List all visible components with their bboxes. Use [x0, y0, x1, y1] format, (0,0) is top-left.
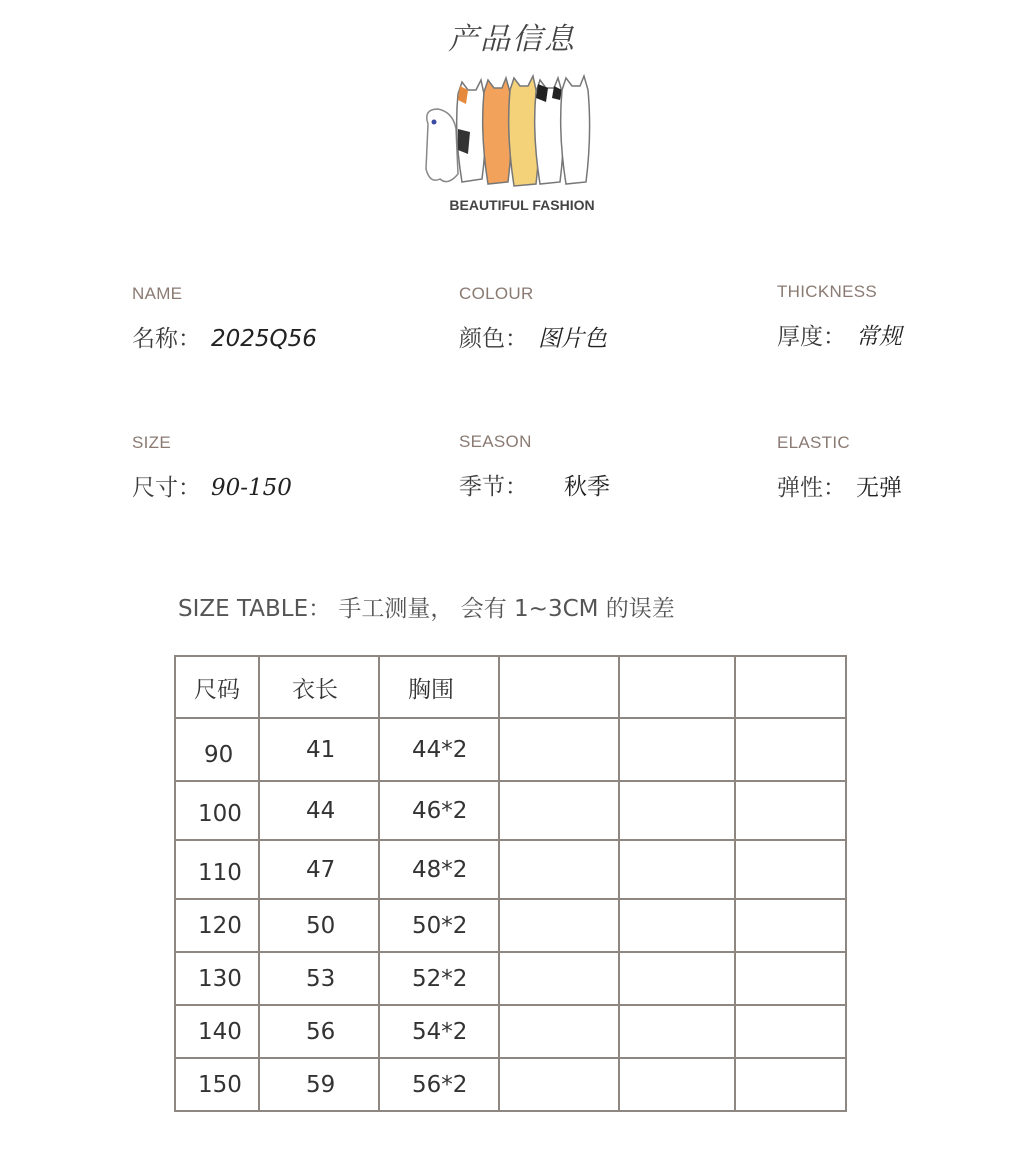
table-cell-size: 150 — [175, 1058, 259, 1111]
table-cell-empty — [735, 840, 846, 899]
table-cell-chest: 46*2 — [379, 781, 499, 840]
size-en-label: SIZE — [132, 433, 171, 452]
season-zh-label: 季节： — [459, 474, 528, 500]
table-cell-empty — [499, 1058, 619, 1111]
thickness-zh-row — [777, 318, 902, 351]
table-cell-empty — [619, 718, 735, 781]
elastic-zh-label: 弹性： — [777, 475, 846, 501]
thickness-field — [777, 282, 902, 351]
table-cell-empty — [619, 781, 735, 840]
table-row — [175, 952, 846, 1005]
table-cell-size: 110 — [175, 840, 259, 899]
elastic-zh-row — [777, 469, 902, 502]
size-table-title: SIZE TABLE： 手工测量， 会有 1~3CM 的误差 — [178, 596, 675, 622]
season-value: 秋季 — [564, 474, 610, 500]
name-zh-label: 名称： — [132, 326, 201, 352]
table-cell-empty — [735, 899, 846, 952]
table-cell-empty — [619, 1058, 735, 1111]
table-header-cell — [499, 656, 619, 718]
size-table — [174, 655, 847, 1112]
table-cell-empty — [499, 899, 619, 952]
table-row — [175, 1005, 846, 1058]
table-cell-empty — [735, 952, 846, 1005]
table-cell-chest: 54*2 — [379, 1005, 499, 1058]
size-zh-label: 尺寸： — [132, 475, 201, 501]
size-zh-row — [132, 469, 292, 502]
table-cell-length: 44 — [259, 781, 379, 840]
name-field — [132, 284, 317, 353]
table-header-cell: 尺码 — [175, 656, 259, 718]
colour-value: 图片色 — [538, 326, 607, 352]
table-cell-length: 41 — [259, 718, 379, 781]
table-cell-length: 59 — [259, 1058, 379, 1111]
table-cell-length: 56 — [259, 1005, 379, 1058]
table-cell-empty — [499, 718, 619, 781]
elastic-en-label: ELASTIC — [777, 433, 850, 452]
table-cell-length: 47 — [259, 840, 379, 899]
table-cell-empty — [735, 1005, 846, 1058]
colour-zh-label: 颜色： — [459, 326, 528, 352]
colour-zh-row — [459, 320, 607, 353]
table-cell-length: 50 — [259, 899, 379, 952]
table-cell-size: 130 — [175, 952, 259, 1005]
table-row — [175, 899, 846, 952]
table-cell-size: 90 — [175, 718, 259, 781]
page-title: 产品信息 — [448, 22, 576, 57]
thickness-zh-label: 厚度： — [777, 324, 846, 350]
table-cell-empty — [619, 952, 735, 1005]
table-cell-empty — [735, 781, 846, 840]
table-cell-empty — [619, 899, 735, 952]
table-cell-empty — [619, 840, 735, 899]
table-header-cell: 衣长 — [259, 656, 379, 718]
table-cell-chest: 52*2 — [379, 952, 499, 1005]
colour-en-label: COLOUR — [459, 284, 534, 303]
table-cell-empty — [499, 781, 619, 840]
table-row — [175, 840, 846, 899]
season-en-label: SEASON — [459, 432, 532, 451]
table-row — [175, 1058, 846, 1111]
season-field — [459, 432, 610, 501]
colour-field — [459, 284, 607, 353]
brand-text: BEAUTIFUL FASHION — [449, 197, 595, 213]
table-cell-size: 140 — [175, 1005, 259, 1058]
size-value: 90-150 — [211, 475, 292, 501]
name-zh-row — [132, 320, 317, 353]
table-header-cell — [735, 656, 846, 718]
table-cell-chest: 50*2 — [379, 899, 499, 952]
table-cell-empty — [619, 1005, 735, 1058]
table-cell-empty — [499, 840, 619, 899]
table-row — [175, 718, 846, 781]
table-cell-empty — [499, 1005, 619, 1058]
elastic-field — [777, 433, 902, 502]
table-header-cell: 胸围 — [379, 656, 499, 718]
table-cell-chest: 44*2 — [379, 718, 499, 781]
table-cell-empty — [735, 1058, 846, 1111]
size-field — [132, 433, 292, 502]
thickness-value: 常规 — [856, 324, 902, 350]
table-cell-length: 53 — [259, 952, 379, 1005]
table-cell-empty — [499, 952, 619, 1005]
table-row — [175, 781, 846, 840]
table-cell-chest: 56*2 — [379, 1058, 499, 1111]
table-cell-chest: 48*2 — [379, 840, 499, 899]
season-zh-row — [459, 468, 610, 501]
elastic-value: 无弹 — [856, 475, 902, 501]
table-header-cell — [619, 656, 735, 718]
table-cell-size: 120 — [175, 899, 259, 952]
table-cell-size: 100 — [175, 781, 259, 840]
name-value: 2025Q56 — [211, 326, 317, 352]
name-en-label: NAME — [132, 284, 183, 303]
thickness-en-label: THICKNESS — [777, 282, 877, 301]
table-header-row — [175, 656, 846, 718]
table-cell-empty — [735, 718, 846, 781]
